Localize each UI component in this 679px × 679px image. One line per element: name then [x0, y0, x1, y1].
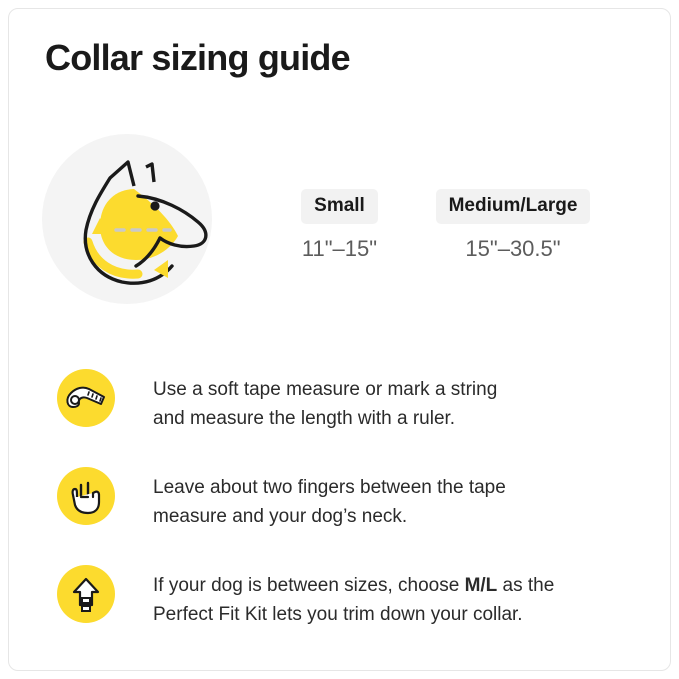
tape-measure-icon — [57, 369, 115, 427]
tip-item — [45, 565, 645, 643]
size-label-medium-large: Medium/Large — [436, 189, 591, 224]
tip-line-1-pre: If your dog is between sizes, choose — [153, 575, 465, 596]
tip-line-2: Perfect Fit Kit lets you trim down your collar. — [153, 604, 523, 626]
page-title: Collar sizing guide — [45, 37, 350, 78]
size-range-medium-large: 15"–30.5" — [465, 236, 561, 261]
tip-text — [153, 565, 645, 630]
size-label-small: Small — [301, 189, 378, 224]
size-column-medium-large — [415, 189, 611, 262]
tip-item — [45, 369, 645, 447]
dog-head-drawing — [42, 134, 222, 314]
size-range-small: 11"–15" — [301, 236, 378, 261]
size-column-small — [277, 189, 402, 262]
dog-head-measure-illustration — [42, 134, 222, 314]
tip-line-2: and measure the length with a ruler. — [153, 408, 456, 430]
tip-line-1: Leave about two fingers between the tape — [153, 477, 506, 498]
tip-line-1-post: as the — [497, 575, 555, 596]
tip-line-1: Use a soft tape measure or mark a string — [153, 379, 498, 400]
up-arrow-icon — [57, 565, 115, 623]
two-fingers-hand-icon — [57, 467, 115, 525]
tip-text — [153, 467, 645, 532]
tip-line-2: measure and your dog’s neck. — [153, 506, 408, 528]
tip-line-1-strong: M/L — [464, 575, 498, 596]
collar-sizing-guide-card — [8, 8, 671, 671]
tip-item — [45, 467, 645, 545]
tip-text — [153, 369, 645, 434]
tips-list — [45, 369, 645, 663]
